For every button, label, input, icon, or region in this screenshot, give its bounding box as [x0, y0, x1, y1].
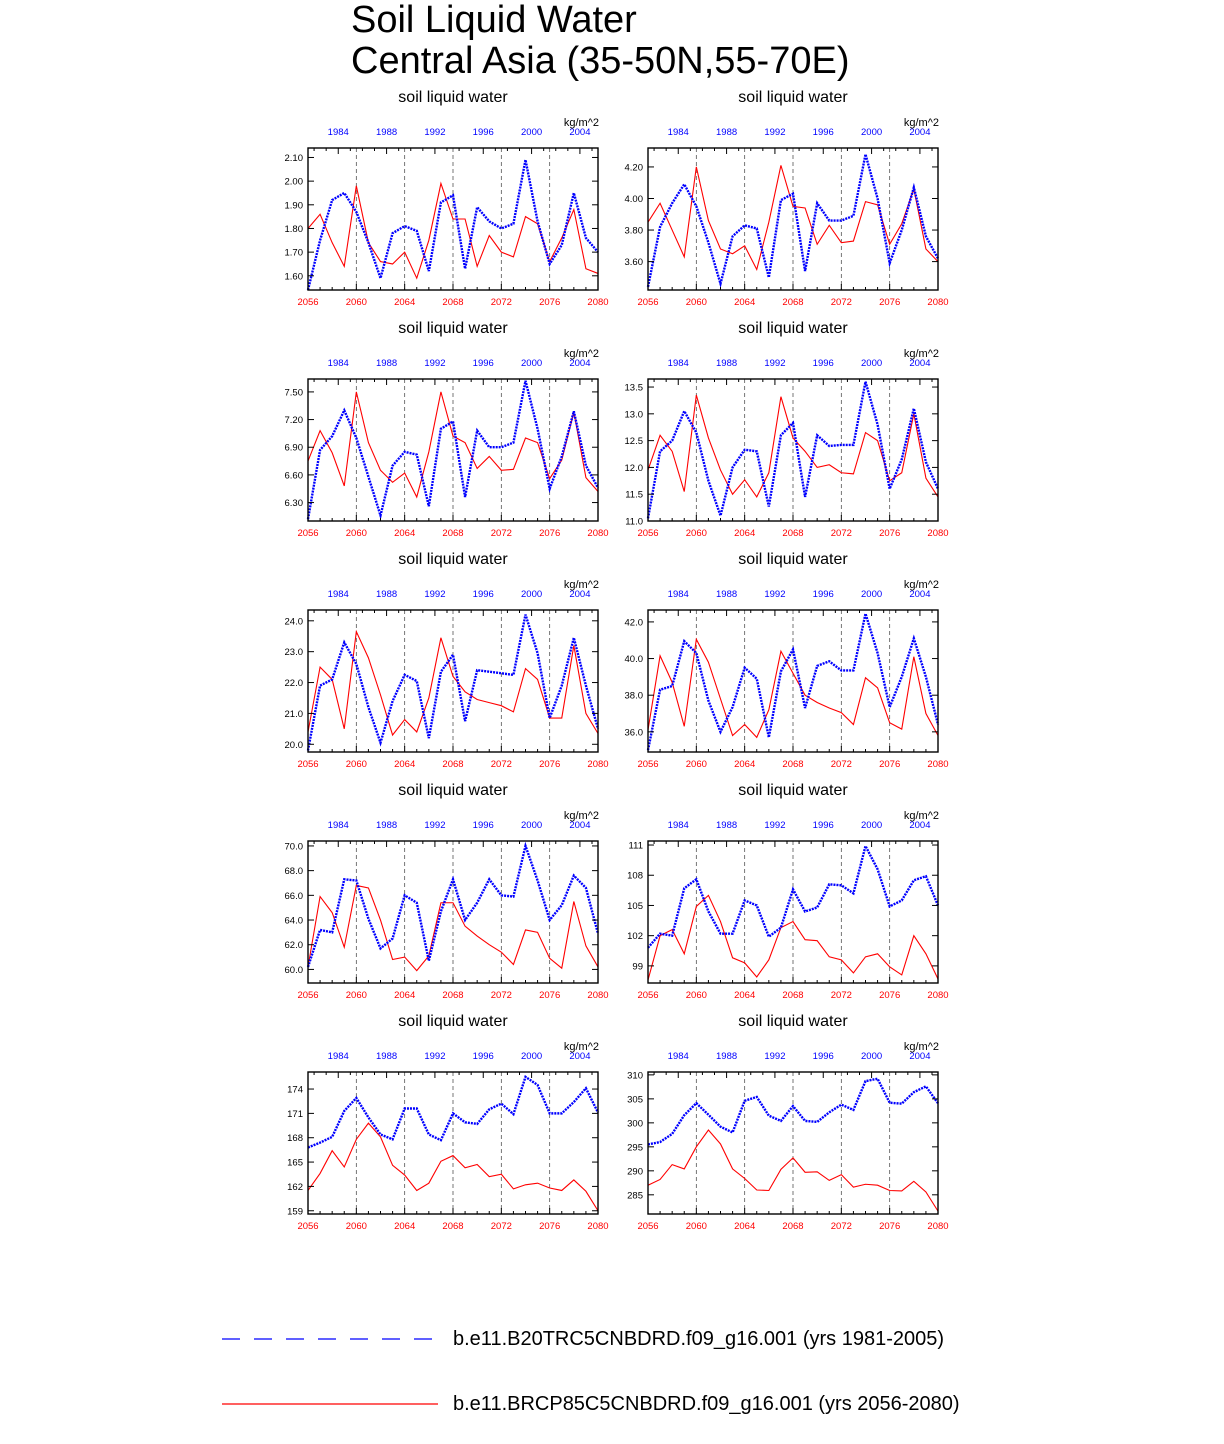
units-label: kg/m^2: [563, 348, 599, 360]
y-tick-label: 174: [287, 1084, 303, 1096]
x-top-tick-label: 2000: [861, 127, 883, 138]
x-bottom-tick-label: 2056: [637, 528, 659, 539]
x-bottom-tick-label: 2060: [345, 990, 367, 1001]
y-tick-label: 99: [632, 961, 643, 973]
x-bottom-tick-label: 2072: [490, 1221, 512, 1232]
x-bottom-tick-label: 2072: [490, 759, 512, 770]
y-tick-label: 2.00: [284, 176, 303, 188]
y-tick-label: 7.20: [284, 415, 303, 427]
units-label: kg/m^2: [563, 810, 599, 822]
x-bottom-tick-label: 2068: [782, 759, 804, 770]
x-bottom-tick-label: 2080: [587, 297, 609, 308]
x-top-tick-label: 2000: [521, 127, 543, 138]
y-tick-label: 102: [627, 931, 643, 943]
x-bottom-tick-label: 2068: [782, 990, 804, 1001]
x-bottom-tick-label: 2064: [394, 297, 416, 308]
x-bottom-tick-label: 2072: [830, 528, 852, 539]
x-top-tick-label: 1988: [716, 358, 738, 369]
y-tick-label: 111: [628, 840, 643, 852]
x-bottom-tick-label: 2060: [685, 528, 707, 539]
x-bottom-tick-label: 2060: [345, 528, 367, 539]
y-tick-label: 12.0: [624, 462, 643, 474]
y-tick-label: 21.0: [284, 708, 303, 720]
legend-label-historical: b.e11.B20TRC5CNBDRD.f09_g16.001 (yrs 1981-2005): [453, 1328, 945, 1350]
x-bottom-tick-label: 2056: [637, 759, 659, 770]
x-bottom-tick-label: 2080: [927, 297, 949, 308]
y-tick-label: 3.80: [624, 225, 643, 237]
x-bottom-tick-label: 2068: [782, 297, 804, 308]
panel-title: soil liquid water: [738, 551, 848, 568]
x-top-tick-label: 2000: [521, 820, 543, 831]
y-tick-label: 64.0: [284, 915, 303, 927]
x-top-tick-label: 1984: [667, 358, 689, 369]
x-top-tick-label: 1988: [716, 589, 738, 600]
chart-panel-5: [258, 551, 609, 816]
y-tick-label: 305: [627, 1094, 643, 1106]
panel-title: soil liquid water: [398, 782, 508, 799]
x-bottom-tick-label: 2060: [685, 759, 707, 770]
x-bottom-tick-label: 2080: [587, 759, 609, 770]
x-bottom-tick-label: 2072: [490, 990, 512, 1001]
x-bottom-tick-label: 2076: [879, 1221, 901, 1232]
y-tick-label: 68.0: [284, 866, 303, 878]
y-tick-label: 300: [627, 1118, 643, 1130]
x-top-tick-label: 1992: [764, 127, 786, 138]
y-tick-label: 4.00: [624, 193, 643, 205]
y-tick-label: 60.0: [284, 964, 303, 976]
panel-title: soil liquid water: [398, 89, 508, 106]
y-tick-label: 285: [627, 1190, 643, 1202]
y-tick-label: 70.0: [284, 841, 303, 853]
y-tick-label: 1.80: [284, 223, 303, 235]
x-top-tick-label: 2004: [569, 1051, 591, 1062]
x-bottom-tick-label: 2060: [345, 759, 367, 770]
legend-entry-historical: [220, 1324, 1120, 1354]
y-tick-label: 2.10: [284, 152, 303, 164]
x-bottom-tick-label: 2076: [539, 990, 561, 1001]
x-top-tick-label: 1988: [716, 127, 738, 138]
y-tick-label: 7.50: [284, 387, 303, 399]
x-top-tick-label: 2004: [909, 358, 931, 369]
x-top-tick-label: 1992: [424, 820, 446, 831]
y-tick-label: 13.0: [624, 409, 643, 421]
y-tick-label: 4.20: [624, 162, 643, 174]
x-bottom-tick-label: 2080: [927, 528, 949, 539]
x-top-tick-label: 2000: [861, 358, 883, 369]
x-bottom-tick-label: 2080: [927, 990, 949, 1001]
y-tick-label: 6.30: [284, 498, 303, 510]
x-bottom-tick-label: 2060: [685, 297, 707, 308]
x-top-tick-label: 1992: [424, 589, 446, 600]
x-bottom-tick-label: 2068: [782, 528, 804, 539]
chart-panel-2: [598, 89, 949, 354]
y-tick-label: 42.0: [624, 617, 643, 629]
x-bottom-tick-label: 2080: [587, 990, 609, 1001]
x-top-tick-label: 1984: [327, 820, 349, 831]
x-top-tick-label: 2000: [861, 820, 883, 831]
y-tick-label: 66.0: [284, 890, 303, 902]
legend-line-future: [220, 1389, 440, 1419]
chart-panel-1: [258, 89, 609, 354]
y-tick-label: 12.5: [624, 436, 643, 448]
x-bottom-tick-label: 2080: [927, 1221, 949, 1232]
panel-title: soil liquid water: [398, 1013, 508, 1030]
x-top-tick-label: 2004: [569, 358, 591, 369]
units-label: kg/m^2: [563, 1041, 599, 1053]
chart-panel-6: [598, 551, 949, 816]
units-label: kg/m^2: [903, 810, 939, 822]
x-bottom-tick-label: 2072: [830, 759, 852, 770]
y-tick-label: 108: [627, 870, 643, 882]
panel-title: soil liquid water: [398, 551, 508, 568]
x-top-tick-label: 2004: [909, 589, 931, 600]
x-top-tick-label: 1992: [424, 1051, 446, 1062]
x-top-tick-label: 1988: [376, 127, 398, 138]
chart-panel-8: [598, 782, 949, 1047]
y-tick-label: 6.90: [284, 442, 303, 454]
x-bottom-tick-label: 2076: [879, 297, 901, 308]
x-top-tick-label: 2004: [909, 1051, 931, 1062]
x-top-tick-label: 1996: [472, 820, 494, 831]
x-top-tick-label: 1992: [424, 358, 446, 369]
chart-panel-7: [258, 782, 609, 1047]
x-top-tick-label: 1988: [376, 358, 398, 369]
x-bottom-tick-label: 2056: [637, 990, 659, 1001]
x-bottom-tick-label: 2056: [637, 297, 659, 308]
x-bottom-tick-label: 2076: [879, 528, 901, 539]
panel-title: soil liquid water: [398, 320, 508, 337]
x-top-tick-label: 1984: [667, 1051, 689, 1062]
panel-title: soil liquid water: [738, 89, 848, 106]
x-bottom-tick-label: 2080: [587, 528, 609, 539]
y-tick-label: 13.5: [624, 382, 643, 394]
x-top-tick-label: 2004: [569, 127, 591, 138]
x-bottom-tick-label: 2072: [830, 990, 852, 1001]
y-tick-label: 11.5: [625, 489, 643, 501]
x-bottom-tick-label: 2060: [685, 990, 707, 1001]
x-top-tick-label: 1996: [472, 127, 494, 138]
figure-title-line1: Soil Liquid Water: [351, 0, 637, 41]
y-tick-label: 1.60: [284, 271, 303, 283]
y-tick-label: 40.0: [624, 654, 643, 666]
y-tick-label: 1.70: [284, 247, 303, 259]
units-label: kg/m^2: [903, 117, 939, 129]
x-bottom-tick-label: 2072: [490, 297, 512, 308]
x-bottom-tick-label: 2064: [394, 1221, 416, 1232]
chart-panel-9: [258, 1013, 609, 1278]
y-tick-label: 295: [627, 1142, 643, 1154]
x-top-tick-label: 1996: [812, 127, 834, 138]
x-bottom-tick-label: 2064: [734, 528, 756, 539]
x-bottom-tick-label: 2072: [830, 1221, 852, 1232]
x-bottom-tick-label: 2068: [442, 1221, 464, 1232]
x-bottom-tick-label: 2076: [539, 759, 561, 770]
x-bottom-tick-label: 2064: [394, 759, 416, 770]
y-tick-label: 62.0: [284, 940, 303, 952]
y-tick-label: 6.60: [284, 470, 303, 482]
x-bottom-tick-label: 2068: [782, 1221, 804, 1232]
x-top-tick-label: 2004: [909, 127, 931, 138]
y-tick-label: 168: [287, 1133, 303, 1145]
x-top-tick-label: 1984: [327, 358, 349, 369]
x-bottom-tick-label: 2068: [442, 990, 464, 1001]
x-bottom-tick-label: 2060: [685, 1221, 707, 1232]
x-bottom-tick-label: 2060: [345, 1221, 367, 1232]
x-top-tick-label: 1984: [667, 820, 689, 831]
x-bottom-tick-label: 2056: [637, 1221, 659, 1232]
x-bottom-tick-label: 2064: [734, 759, 756, 770]
x-top-tick-label: 1984: [327, 127, 349, 138]
y-tick-label: 105: [627, 900, 643, 912]
y-tick-label: 1.90: [284, 200, 303, 212]
y-tick-label: 162: [287, 1181, 303, 1193]
chart-panel-3: [258, 320, 609, 585]
y-tick-label: 310: [627, 1070, 643, 1082]
units-label: kg/m^2: [563, 117, 599, 129]
y-tick-label: 165: [287, 1157, 303, 1169]
legend-entry-future: [220, 1389, 1120, 1419]
x-top-tick-label: 1996: [812, 358, 834, 369]
y-tick-label: 11.0: [625, 516, 643, 528]
x-top-tick-label: 1992: [424, 127, 446, 138]
x-bottom-tick-label: 2056: [297, 297, 319, 308]
x-top-tick-label: 2000: [521, 358, 543, 369]
x-bottom-tick-label: 2056: [297, 1221, 319, 1232]
x-top-tick-label: 2004: [909, 820, 931, 831]
x-top-tick-label: 1988: [716, 1051, 738, 1062]
x-top-tick-label: 1988: [376, 820, 398, 831]
x-top-tick-label: 2004: [569, 820, 591, 831]
x-top-tick-label: 1996: [472, 589, 494, 600]
x-top-tick-label: 1988: [716, 820, 738, 831]
figure-title-line2: Central Asia (35-50N,55-70E): [351, 40, 850, 82]
x-top-tick-label: 1984: [667, 589, 689, 600]
y-tick-label: 22.0: [284, 678, 303, 690]
x-bottom-tick-label: 2056: [297, 528, 319, 539]
x-top-tick-label: 1992: [764, 1051, 786, 1062]
y-tick-label: 24.0: [284, 616, 303, 628]
x-bottom-tick-label: 2064: [734, 297, 756, 308]
x-bottom-tick-label: 2076: [879, 990, 901, 1001]
units-label: kg/m^2: [903, 579, 939, 591]
x-bottom-tick-label: 2064: [394, 528, 416, 539]
x-top-tick-label: 2000: [521, 589, 543, 600]
y-tick-label: 171: [287, 1108, 303, 1120]
x-top-tick-label: 1992: [764, 820, 786, 831]
x-bottom-tick-label: 2076: [539, 1221, 561, 1232]
chart-panel-10: [598, 1013, 949, 1278]
x-bottom-tick-label: 2068: [442, 297, 464, 308]
y-tick-label: 36.0: [624, 727, 643, 739]
y-tick-label: 3.60: [624, 257, 643, 269]
x-bottom-tick-label: 2060: [345, 297, 367, 308]
x-top-tick-label: 1996: [812, 820, 834, 831]
units-label: kg/m^2: [563, 579, 599, 591]
x-bottom-tick-label: 2056: [297, 759, 319, 770]
y-tick-label: 20.0: [284, 739, 303, 751]
x-top-tick-label: 1984: [327, 589, 349, 600]
x-top-tick-label: 2004: [569, 589, 591, 600]
x-bottom-tick-label: 2072: [490, 528, 512, 539]
units-label: kg/m^2: [903, 348, 939, 360]
x-bottom-tick-label: 2064: [734, 990, 756, 1001]
x-top-tick-label: 1996: [812, 1051, 834, 1062]
x-bottom-tick-label: 2064: [394, 990, 416, 1001]
x-top-tick-label: 1996: [812, 589, 834, 600]
units-label: kg/m^2: [903, 1041, 939, 1053]
panel-title: soil liquid water: [738, 1013, 848, 1030]
chart-panel-4: [598, 320, 949, 585]
x-top-tick-label: 2000: [521, 1051, 543, 1062]
x-bottom-tick-label: 2080: [927, 759, 949, 770]
x-bottom-tick-label: 2068: [442, 759, 464, 770]
x-top-tick-label: 1992: [764, 358, 786, 369]
y-tick-label: 23.0: [284, 647, 303, 659]
y-tick-label: 159: [287, 1206, 303, 1218]
x-bottom-tick-label: 2056: [297, 990, 319, 1001]
x-bottom-tick-label: 2068: [442, 528, 464, 539]
legend-line-historical: [220, 1324, 440, 1354]
panel-title: soil liquid water: [738, 782, 848, 799]
legend-label-future: b.e11.BRCP85C5CNBDRD.f09_g16.001 (yrs 2056-2080): [453, 1393, 960, 1415]
y-tick-label: 290: [627, 1166, 643, 1178]
x-top-tick-label: 1984: [327, 1051, 349, 1062]
y-tick-label: 38.0: [624, 690, 643, 702]
x-bottom-tick-label: 2076: [539, 528, 561, 539]
x-top-tick-label: 1992: [764, 589, 786, 600]
x-top-tick-label: 2000: [861, 1051, 883, 1062]
x-bottom-tick-label: 2080: [587, 1221, 609, 1232]
panel-title: soil liquid water: [738, 320, 848, 337]
x-top-tick-label: 1996: [472, 1051, 494, 1062]
x-top-tick-label: 1996: [472, 358, 494, 369]
x-bottom-tick-label: 2072: [830, 297, 852, 308]
x-top-tick-label: 1988: [376, 589, 398, 600]
x-top-tick-label: 2000: [861, 589, 883, 600]
x-top-tick-label: 1984: [667, 127, 689, 138]
x-bottom-tick-label: 2064: [734, 1221, 756, 1232]
x-top-tick-label: 1988: [376, 1051, 398, 1062]
x-bottom-tick-label: 2076: [879, 759, 901, 770]
x-bottom-tick-label: 2076: [539, 297, 561, 308]
